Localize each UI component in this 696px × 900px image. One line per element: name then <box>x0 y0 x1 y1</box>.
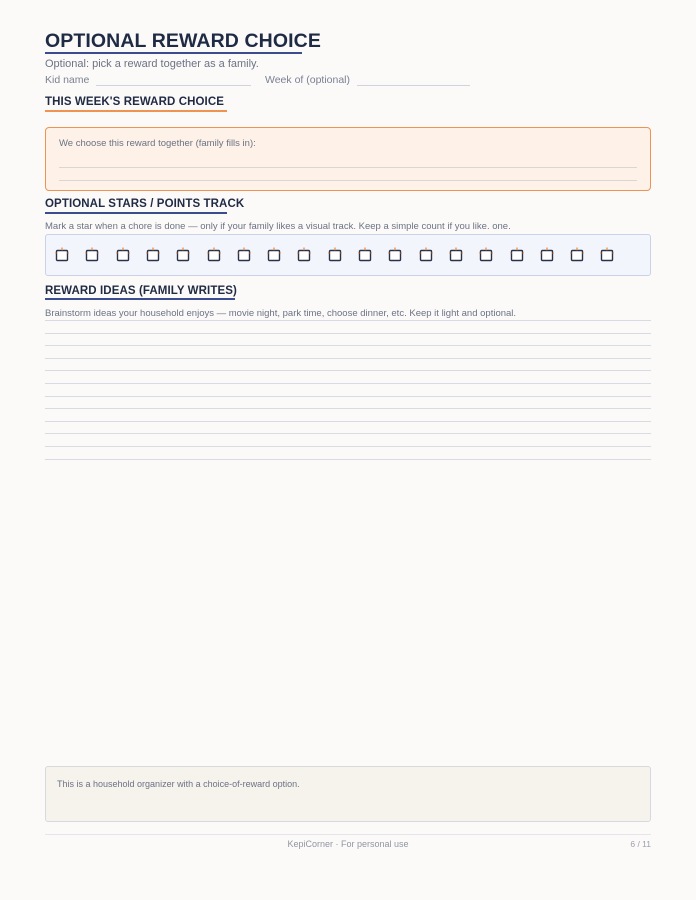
star-checkbox[interactable] <box>266 247 282 263</box>
star-checkbox[interactable] <box>448 247 464 263</box>
ideas-section-title: REWARD IDEAS (FAMILY WRITES) <box>45 285 237 297</box>
star-checkbox[interactable] <box>387 247 403 263</box>
week-field[interactable] <box>265 74 470 86</box>
star-checkbox[interactable] <box>115 247 131 263</box>
star-checkbox[interactable] <box>357 247 373 263</box>
ideas-section-underline <box>45 298 235 300</box>
star-checkbox[interactable] <box>175 247 191 263</box>
reward-write-line[interactable] <box>59 167 637 168</box>
star-checkbox[interactable] <box>478 247 494 263</box>
star-checkbox[interactable] <box>296 247 312 263</box>
idea-write-line[interactable] <box>45 345 651 346</box>
stars-section-title: OPTIONAL STARS / POINTS TRACK <box>45 198 245 210</box>
star-checkbox[interactable] <box>236 247 252 263</box>
footer-brand: KepiCorner · For personal use <box>287 839 409 849</box>
footer-note: This is a household organizer with a choice-of-reward option. <box>57 779 300 789</box>
idea-write-line[interactable] <box>45 358 651 359</box>
reward-section-underline <box>45 110 227 112</box>
footer-note-box <box>45 766 651 822</box>
footer-divider <box>45 834 651 835</box>
idea-write-line[interactable] <box>45 459 651 460</box>
star-checkbox[interactable] <box>327 247 343 263</box>
week-line[interactable] <box>357 75 470 86</box>
idea-write-line[interactable] <box>45 408 651 409</box>
idea-write-line[interactable] <box>45 383 651 384</box>
idea-write-line[interactable] <box>45 370 651 371</box>
kid-name-label: Kid name <box>45 74 90 86</box>
idea-write-line[interactable] <box>45 333 651 334</box>
page-subtitle: Optional: pick a reward together as a family. <box>45 58 259 70</box>
reward-choice-box[interactable] <box>45 127 651 191</box>
kid-name-field[interactable] <box>45 74 251 86</box>
idea-write-line[interactable] <box>45 320 651 321</box>
star-checkbox[interactable] <box>509 247 525 263</box>
idea-write-line[interactable] <box>45 446 651 447</box>
star-checkbox[interactable] <box>145 247 161 263</box>
worksheet-page <box>45 0 651 900</box>
page-number: 6 / 11 <box>630 839 651 849</box>
page-title: OPTIONAL REWARD CHOICE <box>45 30 321 52</box>
reward-section-title: THIS WEEK'S REWARD CHOICE <box>45 96 225 108</box>
reward-write-line[interactable] <box>59 180 637 181</box>
star-checkbox[interactable] <box>539 247 555 263</box>
star-checkbox[interactable] <box>84 247 100 263</box>
idea-write-line[interactable] <box>45 433 651 434</box>
star-checkbox[interactable] <box>206 247 222 263</box>
stars-track <box>45 234 651 276</box>
kid-name-line[interactable] <box>96 75 251 86</box>
title-underline <box>45 52 302 54</box>
star-checkbox[interactable] <box>54 247 70 263</box>
star-checkbox[interactable] <box>569 247 585 263</box>
week-label: Week of (optional) <box>265 74 351 86</box>
reward-box-label: We choose this reward together (family fills in): <box>59 138 256 149</box>
stars-note: Mark a star when a chore is done — only if your family likes a visual track. Keep a simple count if you like. one. <box>45 221 511 232</box>
idea-write-line[interactable] <box>45 396 651 397</box>
star-checkbox[interactable] <box>599 247 615 263</box>
ideas-note: Brainstorm ideas your household enjoys — movie night, park time, choose dinner, etc. Keep it light and optional. <box>45 308 517 319</box>
idea-write-line[interactable] <box>45 421 651 422</box>
star-checkbox[interactable] <box>418 247 434 263</box>
stars-section-underline <box>45 212 227 214</box>
